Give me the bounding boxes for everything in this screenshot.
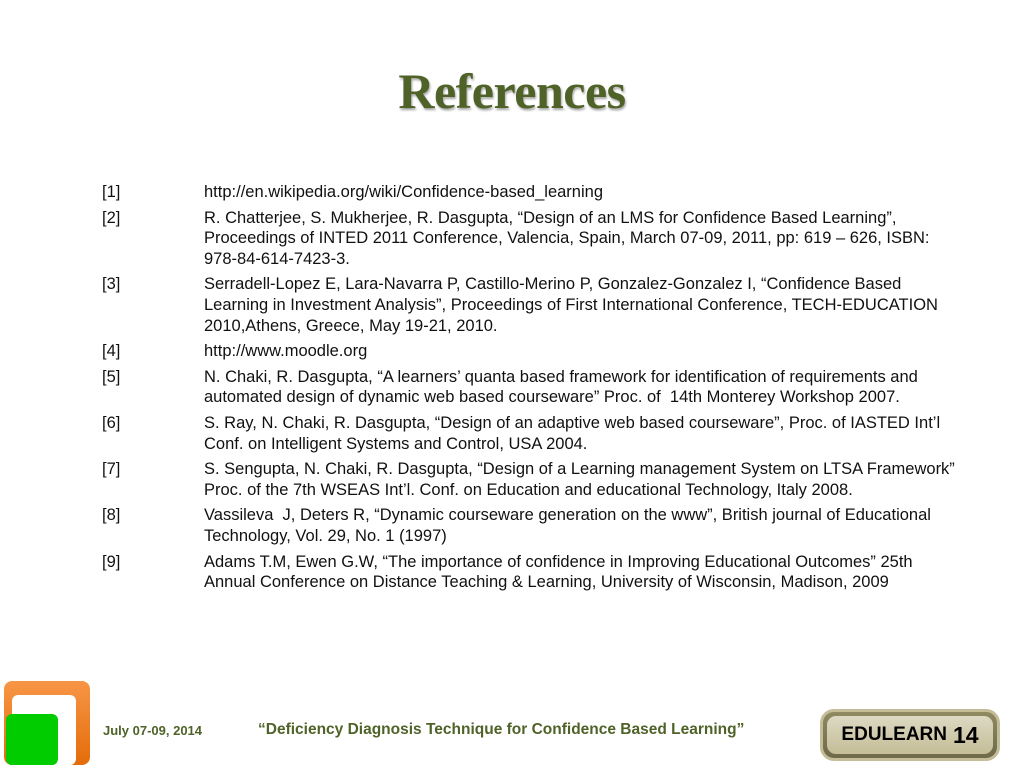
logo-green-square	[6, 714, 58, 765]
reference-text: Adams T.M, Ewen G.W, “The importance of confidence in Improving Educational Outcomes” 25th Annual Conference on Distance Teaching & Learning, University of Wisconsin, Madison, 2009	[204, 552, 917, 592]
reference-item	[102, 367, 962, 408]
reference-item	[102, 274, 962, 336]
reference-number: [9]	[102, 552, 121, 571]
conference-badge-number: 14	[952, 721, 979, 748]
reference-item	[102, 182, 962, 203]
reference-text: Serradell-Lopez E, Lara-Navarra P, Castillo-Merino P, Gonzalez-Gonzalez I, “Confidence Based Learning in Investment Analysis”, Proceedings of First International Conference, TECH-EDUCATION 2010,Athens, Greece, May 19-21, 2010.	[204, 275, 943, 335]
reference-number: [5]	[102, 367, 121, 386]
reference-text: http://en.wikipedia.org/wiki/Confidence-based_learning	[204, 183, 603, 201]
reference-text: S. Sengupta, N. Chaki, R. Dasgupta, “Design of a Learning management System on LTSA Framework” Proc. of the 7th WSEAS Int’l. Conf. on Education and educational Technology, Italy 2008.	[204, 460, 960, 499]
reference-item	[102, 413, 962, 454]
reference-number: [6]	[102, 413, 121, 432]
reference-item	[102, 341, 962, 362]
footer-title: “Deficiency Diagnosis Technique for Confidence Based Learning”	[258, 721, 745, 738]
conference-badge-inner	[827, 716, 993, 754]
reference-list	[102, 182, 962, 598]
conference-logo-icon	[4, 681, 90, 765]
reference-number: [7]	[102, 460, 121, 479]
slide-title: References	[398, 63, 626, 119]
conference-badge	[820, 709, 1000, 761]
reference-number: [2]	[102, 208, 121, 227]
reference-item	[102, 208, 962, 270]
footer-date: July 07-09, 2014	[103, 723, 203, 738]
reference-item	[102, 459, 962, 500]
conference-badge-name: EDULEARN	[841, 724, 947, 745]
reference-number: [3]	[102, 275, 121, 294]
reference-text: Vassileva J, Deters R, “Dynamic courseware generation on the www”, British journal of Educational Technology, Vol. 29, No. 1 (1997)	[204, 506, 936, 545]
reference-text: N. Chaki, R. Dasgupta, “A learners’ quanta based framework for identification of requirements and automated design of dynamic web based courseware” Proc. of 14th Monterey Workshop 2007.	[204, 367, 923, 407]
reference-item	[102, 505, 962, 546]
reference-number: [1]	[102, 183, 121, 201]
reference-number: [8]	[102, 506, 121, 525]
reference-text: http://www.moodle.org	[204, 342, 368, 361]
reference-number: [4]	[102, 342, 121, 361]
reference-text: S. Ray, N. Chaki, R. Dasgupta, “Design of an adaptive web based courseware”, Proc. of IASTED Int’l Conf. on Intelligent Systems and Control, USA 2004.	[204, 413, 945, 453]
reference-item	[102, 552, 962, 593]
reference-text: R. Chatterjee, S. Mukherjee, R. Dasgupta, “Design of an LMS for Confidence Based Learning”, Proceedings of INTED 2011 Conference, Valencia, Spain, March 07-09, 2011, pp: 619 – 626, ISBN: 978-84-614-7423-3.	[204, 208, 935, 268]
